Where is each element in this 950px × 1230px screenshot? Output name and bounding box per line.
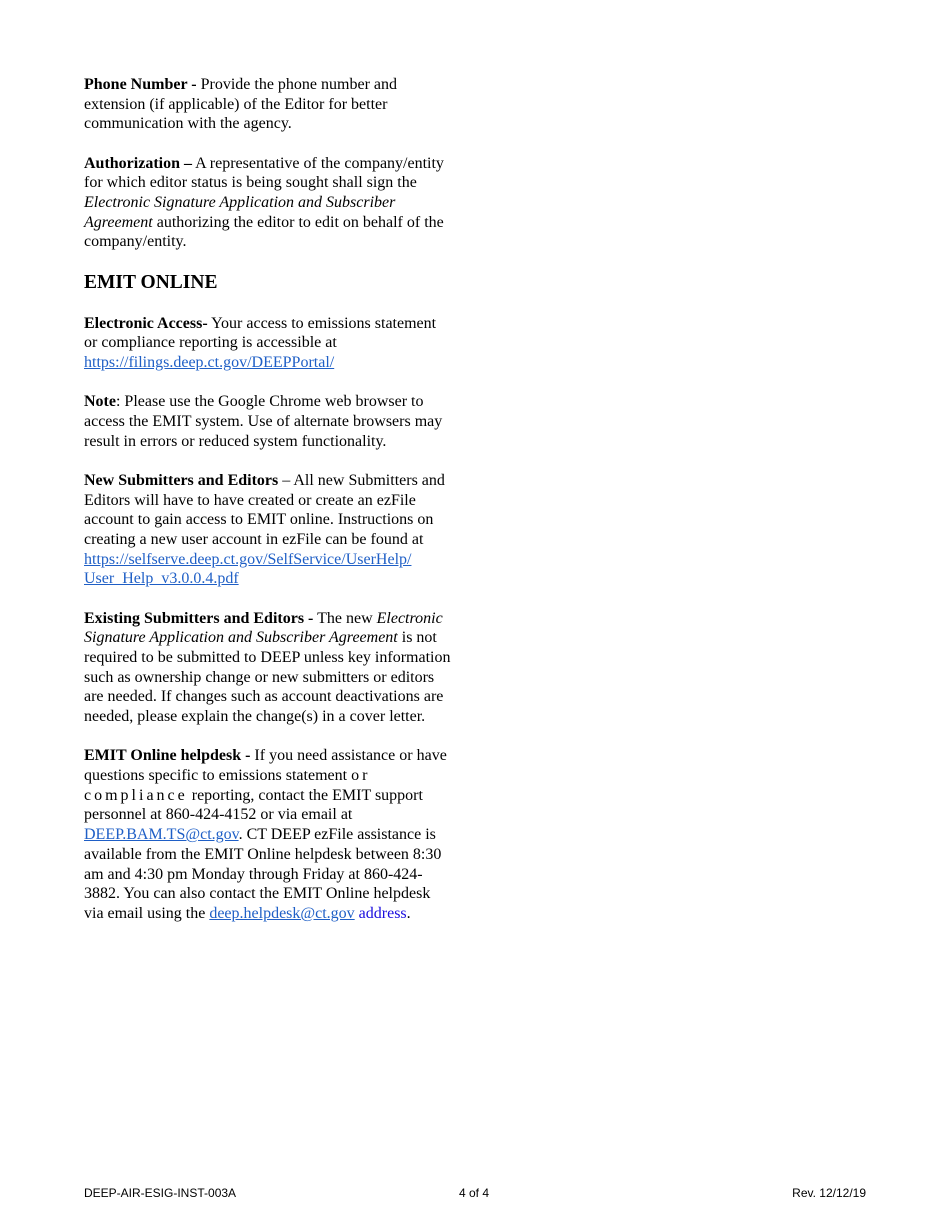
helpdesk-text-1: If you need assistance or have questions specific to emissions statement bbox=[84, 747, 447, 784]
footer-page-number: 4 of 4 bbox=[459, 1186, 490, 1200]
note-label: Note bbox=[84, 393, 116, 411]
helpdesk-label: EMIT Online helpdesk - bbox=[84, 747, 251, 765]
note-text: : Please use the Google Chrome web browser to access the EMIT system. Use of alternate browsers may result in errors or reduced system functionality. bbox=[84, 393, 443, 450]
user-help-link-line-1: https://selfserve.deep.ct.gov/SelfService/UserHelp/ bbox=[84, 550, 412, 568]
existing-submitters-text-1: The new bbox=[313, 609, 377, 627]
existing-submitters-label: Existing Submitters and Editors - bbox=[84, 609, 314, 627]
phone-number-paragraph bbox=[84, 75, 452, 134]
existing-submitters-text-2: is not required to be submitted to DEEP unless key information such as ownership change or new submitters or editors are needed. If changes such as account deactivations are needed, please explain the change(s) in a cover letter. bbox=[84, 629, 451, 726]
authorization-text-2: authorizing the editor to edit on behalf of the company/entity. bbox=[84, 213, 444, 251]
helpdesk-compliance-word: compliance bbox=[84, 786, 188, 804]
bam-ts-email-link[interactable]: DEEP.BAM.TS@ct.gov bbox=[84, 826, 239, 844]
deep-portal-link[interactable]: https://filings.deep.ct.gov/DEEPPortal/ bbox=[84, 354, 335, 372]
existing-submitters-agreement-title: Electronic Signature Application and Subscriber Agreement bbox=[84, 609, 443, 647]
authorization-paragraph bbox=[84, 154, 452, 253]
new-submitters-label: New Submitters and Editors bbox=[84, 471, 279, 489]
helpdesk-paragraph bbox=[84, 746, 452, 923]
user-help-link-line-2: User_Help_v3.0.0.4.pdf bbox=[84, 570, 239, 588]
authorization-text-1: A representative of the company/entity for which editor status is being sought shall sign the bbox=[84, 154, 444, 192]
document-body bbox=[84, 75, 452, 943]
authorization-label: Authorization – bbox=[84, 154, 192, 172]
electronic-access-label: Electronic Access- bbox=[84, 314, 208, 332]
helpdesk-email-link[interactable]: deep.helpdesk@ct.gov bbox=[209, 904, 355, 922]
helpdesk-text-2: reporting, contact the EMIT support personnel at 860-424-4152 or via email at bbox=[84, 786, 423, 824]
note-paragraph bbox=[84, 392, 452, 451]
new-submitters-text: – All new Submitters and Editors will have to have created or create an ezFile account to gain access to EMIT online. Instructions on creating a new user account in ezFile can be found at bbox=[84, 471, 445, 548]
helpdesk-address-link[interactable]: address bbox=[354, 904, 407, 922]
electronic-access-paragraph bbox=[84, 314, 452, 373]
authorization-agreement-title: Electronic Signature Application and Subscriber Agreement bbox=[84, 194, 396, 231]
phone-number-text: Provide the phone number and extension (if applicable) of the Editor for better communication with the agency. bbox=[84, 76, 397, 133]
electronic-access-text: Your access to emissions statement or compliance reporting is accessible at bbox=[84, 314, 437, 352]
footer-revision: Rev. 12/12/19 bbox=[792, 1186, 866, 1200]
user-help-pdf-link[interactable] bbox=[84, 551, 411, 588]
helpdesk-or-word: or bbox=[351, 766, 371, 784]
phone-number-label: Phone Number - bbox=[84, 76, 197, 93]
section-heading-emit-online: EMIT ONLINE bbox=[84, 271, 218, 293]
existing-submitters-paragraph bbox=[84, 609, 452, 727]
new-submitters-paragraph bbox=[84, 471, 452, 589]
footer-doc-id: DEEP-AIR-ESIG-INST-003A bbox=[84, 1186, 237, 1200]
helpdesk-text-3: . CT DEEP ezFile assistance is available from the EMIT Online helpdesk between 8:30 am and 4:30 pm Monday through Friday at 860-424-3882. You can also contact the EMIT Online helpdesk via email using the bbox=[84, 826, 442, 922]
helpdesk-text-4: . bbox=[406, 904, 411, 922]
